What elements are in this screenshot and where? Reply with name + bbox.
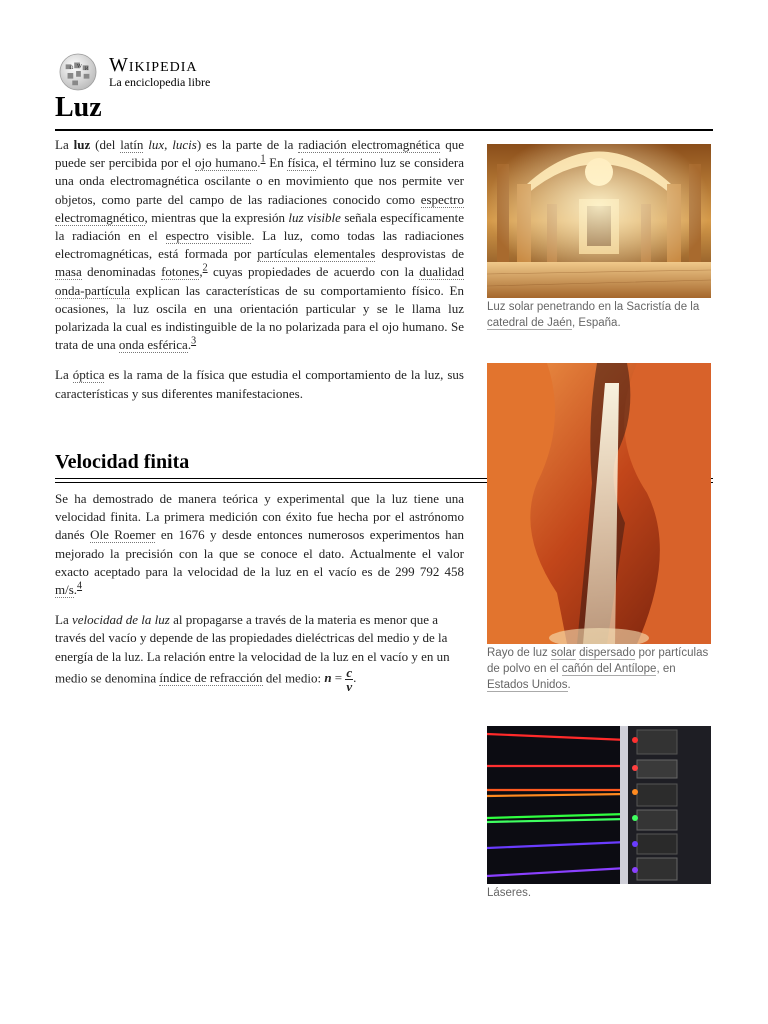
link-indice-de-refraccion[interactable]: índice de refracción [159, 670, 263, 686]
image-laseres[interactable] [487, 726, 711, 884]
text: explican las características de su comportamiento físico. En ocasiones, la luz oscila en una orientación particular y se le llama luz polarizada la cual es indistinguible de la no polarizada para el ojo humano. Se trata de una [55, 282, 464, 353]
link-catedral-de-jaen[interactable]: catedral de Jaén [487, 317, 573, 329]
figure-laseres [487, 726, 711, 901]
title-underline [55, 129, 713, 131]
link-onda-esferica[interactable]: onda esférica [118, 337, 188, 353]
formula-n: n [324, 670, 332, 686]
italic-term: luz visible [288, 209, 341, 225]
text: ) es la parte de la [196, 137, 299, 152]
text: es la rama de la física que estudia el comportamiento de la luz, sus características y sus diferentes manifestaciones. [55, 367, 464, 401]
image-sacristia-jaen[interactable] [487, 144, 711, 298]
formula-equals: = [331, 670, 346, 686]
link-ojo-humano[interactable]: ojo humano [195, 155, 258, 171]
image-canon-antilope[interactable] [487, 363, 711, 644]
link-dispersado[interactable]: dispersado [579, 647, 636, 659]
link-ole-roemer[interactable]: Ole Roemer [90, 527, 156, 543]
formula-fraction [345, 666, 353, 693]
text: , en [656, 663, 676, 675]
text: cuyas propiedades de acuerdo con la [207, 264, 420, 280]
link-fotones[interactable]: fotones [161, 264, 200, 280]
wikipedia-wordmark: Wikipedia [109, 54, 198, 76]
link-espectro-electromagnetico[interactable]: espectro electromagnético [55, 191, 464, 225]
figure-sacristia [487, 144, 711, 331]
caption-antelope [487, 645, 711, 693]
link-dualidad-onda-particula[interactable]: dualidad onda-partícula [55, 264, 464, 298]
text: , el término luz se considera una onda electromagnética oscilante o en movimiento que nos permite ver objetos, como parte del campo de las radiaciones conocido como [55, 155, 464, 207]
text: denominadas [81, 264, 162, 280]
link-radiacion-electromagnetica[interactable]: radiación electromagnética [298, 137, 441, 152]
link-solar[interactable]: solar [550, 647, 576, 659]
link-latin[interactable]: latín [120, 137, 144, 152]
intro-paragraph-1: La luz (del latín lux, lucis) es la parte de la radiación electromagnética que puede ser percibida por el ojo humano.$^1$ En física, el término luz se considera una onda electromagnética oscilante o en movimiento que nos permite ver objetos, como parte del campo de las radiaciones conocido como espectro electromagnético, mientras que la expresión luz visible señala específicamente la radiación en el espectro visible. La luz, como todas las radiaciones electromagnéticas, está formada por partículas elementales desprovistas de masa denominadas fotones,$^2$ cuyas propiedades de acuerdo con la dualidad onda-partícula explican las características de su comportamiento físico. En ocasiones, la luz oscila en una orientación particular y se le llama luz polarizada la cual es indistinguible de la no polarizada para el ojo humano. Se trata de una onda esférica.$^3$ [55, 137, 464, 353]
link-masa[interactable]: masa [55, 264, 82, 280]
figure-antelope [487, 363, 711, 693]
text: desprovistas de [375, 246, 464, 262]
text: que puede ser percibida por el [55, 137, 464, 171]
text: , España. [572, 317, 621, 329]
link-estados-unidos[interactable]: Estados Unidos [487, 679, 568, 691]
text: La [55, 367, 73, 383]
svg-text:W: W [77, 64, 82, 70]
text: Se ha demostrado de manera teórica y experimental que la luz tiene una velocidad finita. La primera medición con éxito fue hecha por el astrónomo danés [55, 491, 464, 543]
wikipedia-globe-icon [55, 53, 101, 91]
text: al propagarse a través de la materia es menor que a través del vacío y depende de las propiedades dieléctricas del medio y de la energía de la luz. La relación entre la velocidad de la luz en el vacío y en un medio se denomina [55, 612, 450, 686]
text: . [353, 670, 357, 686]
link-espectro-visible[interactable]: espectro visible [165, 228, 252, 244]
link-fisica[interactable]: física [287, 155, 316, 171]
caption-laseres [487, 885, 711, 901]
text: , [164, 137, 173, 152]
text: (del [90, 137, 121, 152]
wikipedia-tagline: La enciclopedia libre [109, 75, 211, 89]
wikipedia-logo[interactable] [55, 53, 210, 91]
italic-term: lucis [172, 137, 197, 152]
formula-v: v [346, 678, 353, 694]
text: Rayo de luz [487, 647, 551, 659]
text: , mientras que la expresión [144, 209, 289, 225]
italic-term: lux [148, 137, 165, 152]
page-title: Luz [55, 92, 102, 123]
formula-c: c [346, 664, 353, 680]
caption-sacristia [487, 299, 711, 331]
refractive-index-formula [324, 664, 357, 694]
intro-section [55, 136, 464, 403]
text: La [55, 137, 74, 152]
reference-3[interactable]: 3 [191, 335, 197, 347]
link-particulas-elementales[interactable]: partículas elementales [257, 246, 376, 262]
velocidad-paragraph-2 [55, 611, 464, 693]
reference-4[interactable]: 4 [77, 580, 83, 592]
text: La [55, 612, 72, 628]
text: Luz solar penetrando en la Sacristía de la [487, 301, 700, 313]
velocidad-paragraph-1: Se ha demostrado de manera teórica y experimental que la luz tiene una velocidad finita. La primera medición con éxito fue hecha por el astrónomo danés Ole Roemer en 1676 y desde entonces numerosos experimentos han mejorado la precisión con la que se conoce el dato. Actualmente el valor exacto aceptado para la velocidad de la luz en el vacío es de 299 792 458 m/s.$^4$ [55, 491, 465, 598]
svg-text:И: И [84, 67, 89, 73]
link-m-s[interactable]: m/s [55, 582, 74, 598]
link-canon-del-antilope[interactable]: cañón del Antílope [561, 663, 657, 675]
text: . La luz, como todas las radiaciones electromagnéticas, está formada por [55, 228, 464, 262]
bold-term: luz [73, 137, 91, 152]
svg-text:Ω: Ω [69, 66, 74, 72]
link-optica[interactable]: óptica [72, 367, 105, 383]
text: del medio: [262, 670, 325, 686]
text: por partículas de polvo en el [487, 647, 709, 675]
text: en 1676 y desde entonces numerosos experimentos han mejorado la precisión con la que se conoce el dato. Actualmente el valor exacto aceptado para la velocidad de la luz en el vacío es de 299 792 458 [55, 527, 465, 579]
text: Láseres. [487, 887, 532, 899]
text: señala específicamente la radiación en el [55, 209, 464, 244]
italic-term: velocidad de la luz [71, 612, 170, 628]
reference-2[interactable]: 2 [202, 263, 208, 275]
reference-1[interactable]: 1 [260, 153, 266, 165]
velocidad-section [55, 490, 464, 693]
section-heading: Velocidad finita [55, 451, 190, 473]
text: En [265, 155, 288, 171]
text: . [567, 679, 571, 691]
intro-paragraph-2 [55, 366, 464, 402]
